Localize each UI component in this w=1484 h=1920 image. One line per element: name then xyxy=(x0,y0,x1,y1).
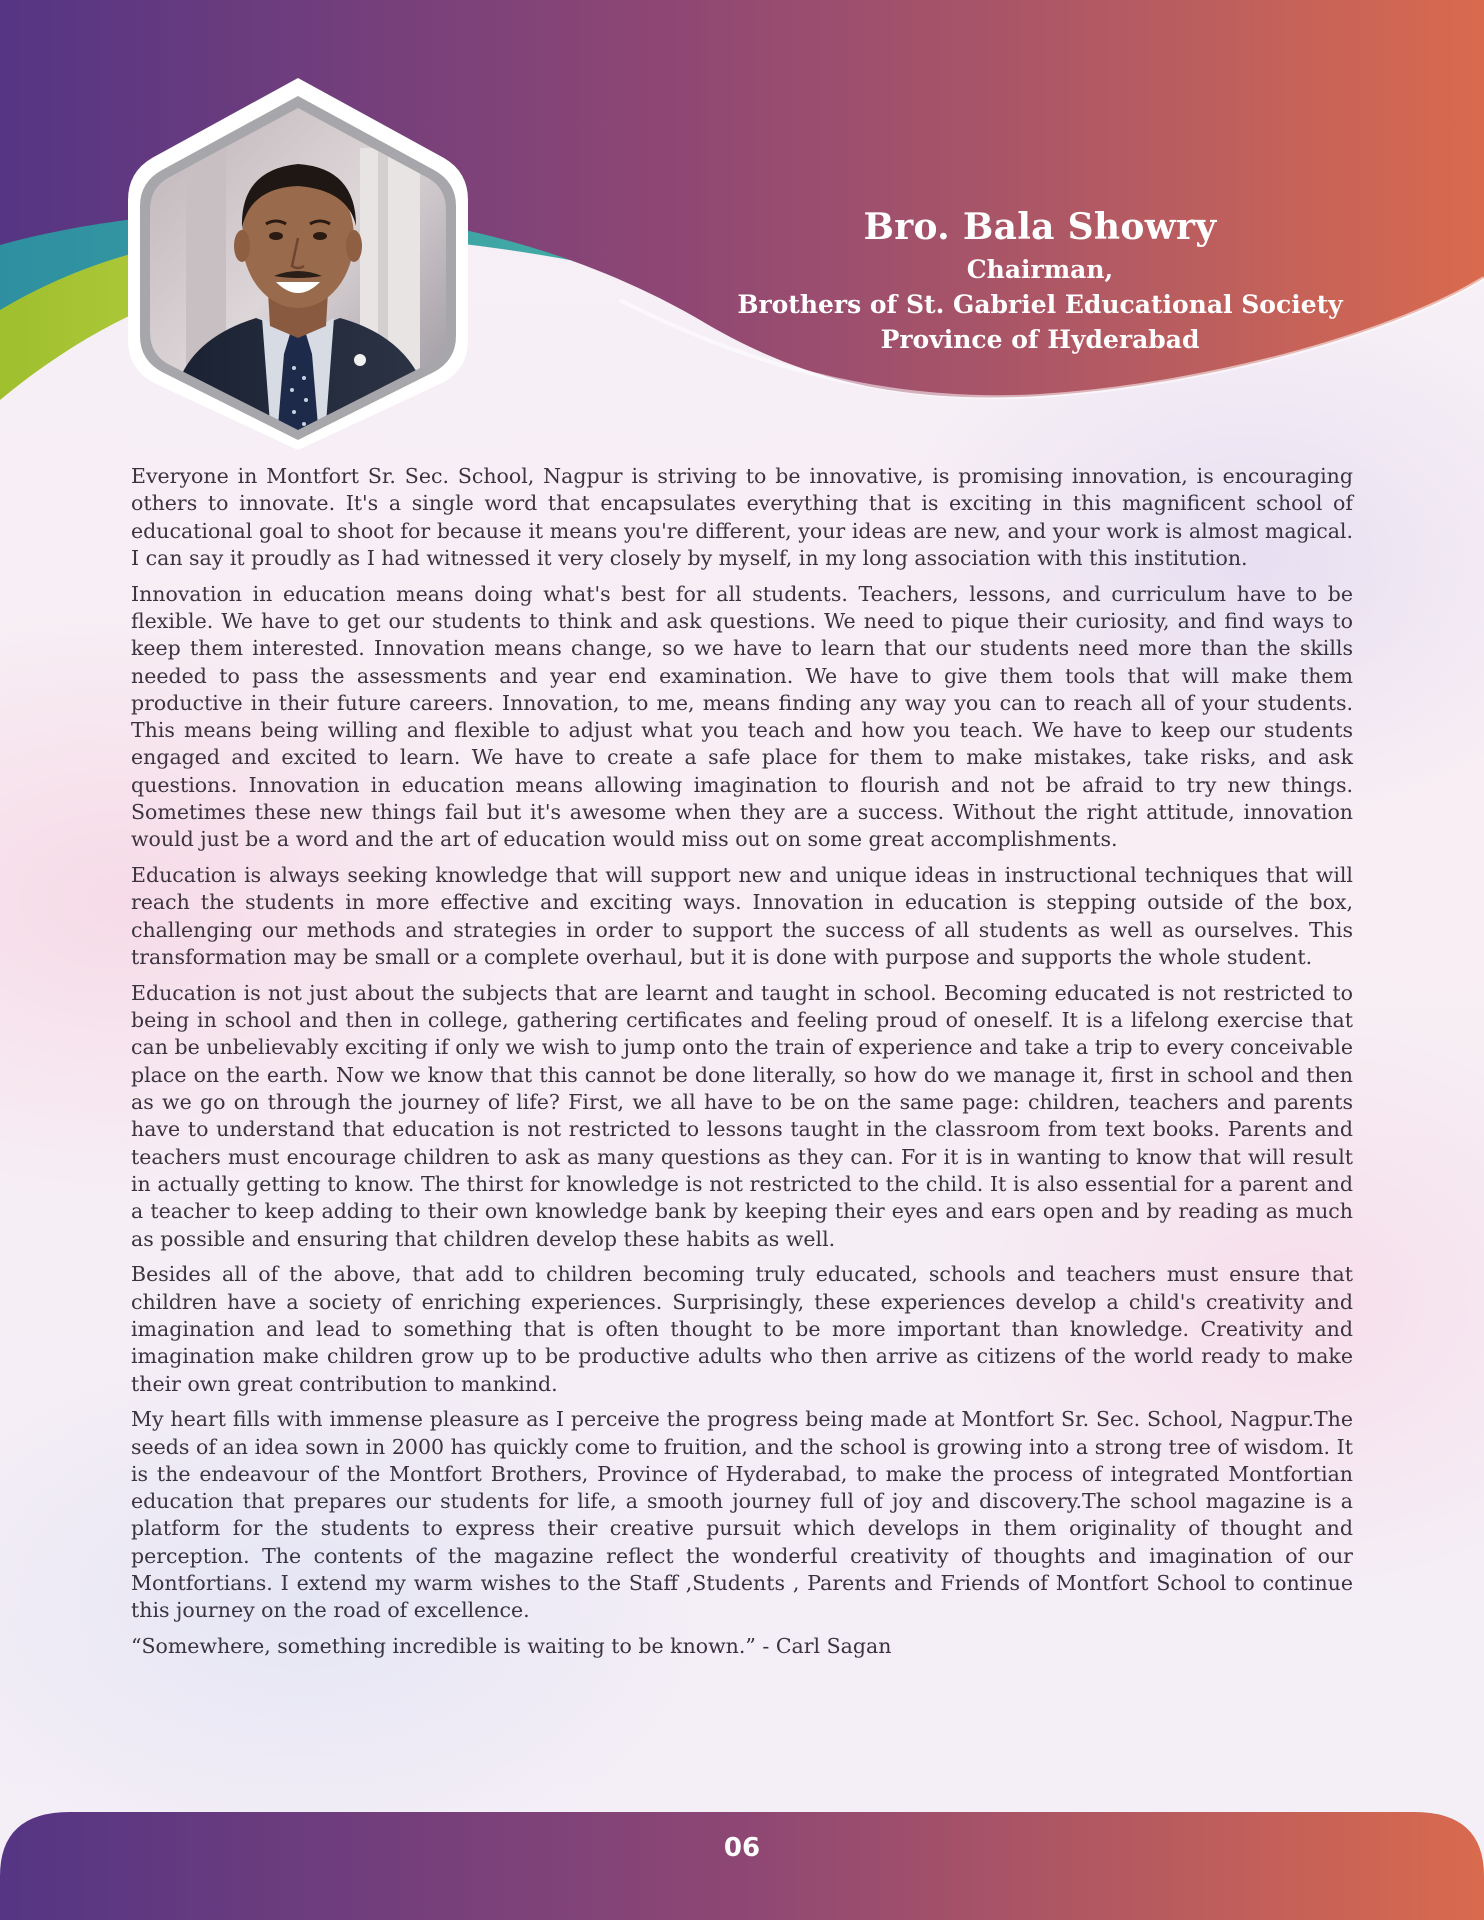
person-role: Chairman, xyxy=(966,255,1114,284)
header-title-block xyxy=(700,202,1380,357)
paragraph: My heart fills with immense pleasure as I perceive the progress being made at Montfort Sr. Sec. School, Nagpur.The seeds of an idea sown in 2000 has quickly come to fruition, and the school is growing into a strong tree of wisdom. It is the endeavour of the Montfort Brothers, Province of Hyderabad, to make the process of integrated Montfortian education that prepares our students for life, a smooth journey full of joy and discovery.The school magazine is a platform for the students to express their creative pursuit which develops in them originality of thought and perception. The contents of the magazine reflect the wonderful creativity of thoughts and imagination of our Montfortians. I extend my warm wishes to the Staff ,Students , Parents and Friends of Montfort School to continue this journey on the road of excellence. xyxy=(131,1407,1353,1623)
page-number: 06 xyxy=(723,1833,761,1863)
message-body xyxy=(131,463,1353,1669)
paragraph: Innovation in education means doing what's best for all students. Teachers, lessons, and curriculum have to be flexible. We have to get our students to think and ask questions. We need to pique their curiosity, and find ways to keep them interested. Innovation means change, so we have to learn that our students need more than the skills needed to pass the assessments and year end examination. We have to give them tools that will make them productive in their future careers. Innovation, to me, means finding any way you can to reach all of your students. This means being willing and flexible to adjust what you teach and how you teach. We have to keep our students engaged and excited to learn. We have to create a safe place for them to make mistakes, take risks, and ask questions. Innovation in education means allowing imagination to flourish and not be afraid to try new things. Sometimes these new things fail but it's awesome when they are a success. Without the right attitude, innovation would just be a word and the art of education would miss out on some great accomplishments. xyxy=(131,581,1353,852)
paragraph: Everyone in Montfort Sr. Sec. School, Nagpur is striving to be innovative, is promising innovation, is encouraging others to innovate. It's a single word that encapsulates everything that is exciting in this magnificent school of educational goal to shoot for because it means you're different, your ideas are new, and your work is almost magical. I can say it proudly as I had witnessed it very closely by myself, in my long association with this institution. xyxy=(131,464,1353,570)
paragraph: Education is not just about the subjects that are learnt and taught in school. Becoming educated is not restricted to being in school and then in college, gathering certificates and feeling proud of oneself. It is a lifelong exercise that can be unbelievably exciting if only we wish to jump onto the train of experience and take a trip to every conceivable place on the earth. Now we know that this cannot be done literally, so how do we manage it, first in school and then as we go on through the journey of life? First, we all have to be on the same page: children, teachers and parents have to understand that education is not restricted to lessons taught in the classroom from text books. Parents and teachers must encourage children to ask as many questions as they can. For it is in wanting to know that will result in actually getting to know. The thirst for knowledge is not restricted to the child. It is also essential for a parent and a teacher to keep adding to their own knowledge bank by keeping their eyes and ears open and by reading as much as possible and ensuring that children develop these habits as well. xyxy=(131,980,1353,1251)
organization-name: Brothers of St. Gabriel Educational Society xyxy=(737,290,1343,319)
paragraph: Besides all of the above, that add to children becoming truly educated, schools and teachers must ensure that children have a society of enriching experiences. Surprisingly, these experiences develop a child's creativity and imagination and lead to something that is often thought to be more important than knowledge. Creativity and imagination make children grow up to be productive adults who then arrive as citizens of the world ready to make their own great contribution to mankind. xyxy=(131,1262,1353,1396)
person-name: Bro. Bala Showry xyxy=(863,206,1217,248)
province-name: Province of Hyderabad xyxy=(880,325,1200,354)
paragraph: Education is always seeking knowledge that will support new and unique ideas in instructional techniques that will reach the students in more effective and exciting ways. Innovation in education is stepping outside of the box, challenging our methods and strategies in order to support the success of all students as well as ourselves. This transformation may be small or a complete overhaul, but it is done with purpose and supports the whole student. xyxy=(131,863,1353,970)
portrait-photo xyxy=(128,78,468,450)
closing-quote: “Somewhere, something incredible is waiting to be known.” - Carl Sagan xyxy=(131,1634,892,1659)
